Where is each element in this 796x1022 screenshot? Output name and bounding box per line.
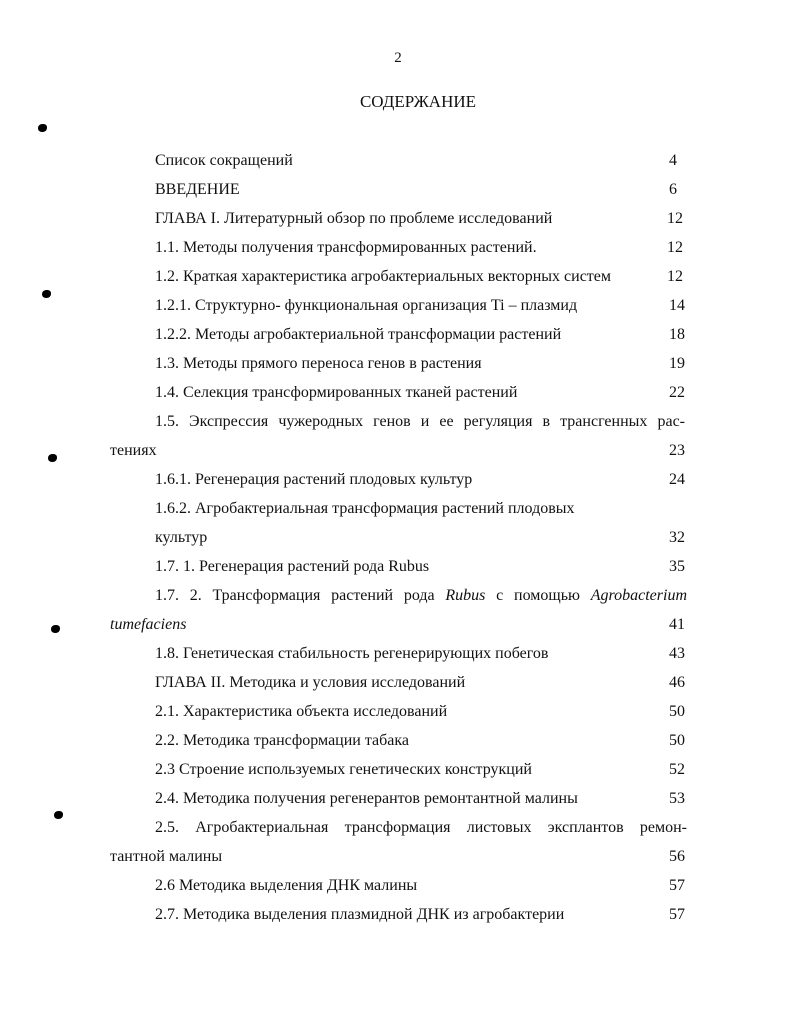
toc-entry [155, 380, 685, 406]
toc-entry [155, 786, 685, 812]
toc-entry-page: 41 [669, 616, 685, 633]
toc-entry-line [155, 496, 655, 522]
toc-entry-title: 1.2.2. Методы агробактериальной трансформации растений [155, 326, 562, 343]
toc-entry [155, 322, 685, 348]
binding-hole-mark [38, 124, 47, 132]
toc-entry [110, 612, 685, 638]
toc-entry-page: 14 [669, 297, 685, 314]
binding-hole-mark [48, 454, 57, 462]
toc-entry-page: 32 [669, 529, 685, 546]
toc-entry [155, 177, 677, 203]
toc-entry-page: 18 [669, 326, 685, 343]
binding-hole-mark [51, 625, 60, 633]
toc-entry [155, 670, 685, 696]
toc-entry-page: 12 [667, 239, 683, 256]
toc-entry-title-continued: тантной малины [110, 848, 223, 865]
toc-entry-page: 46 [669, 674, 685, 691]
toc-entry-title: 1.7. 1. Регенерация растений рода Rubus [155, 558, 430, 575]
page-title: СОДЕРЖАНИЕ [359, 92, 477, 111]
toc-entry-page: 56 [669, 848, 685, 865]
toc-entry-page: 57 [669, 877, 685, 894]
toc-entry-title-continued: культур [155, 529, 208, 546]
binding-hole-mark [54, 811, 63, 819]
toc-entry-title: 2.3 Строение используемых генетических конструкций [155, 761, 532, 778]
toc-entry-title: Список сокращений [155, 152, 293, 169]
toc-entry [155, 264, 683, 290]
toc-entry-page: 22 [669, 384, 685, 401]
toc-entry-page: 52 [669, 761, 685, 778]
toc-entry-page: 50 [669, 732, 685, 749]
toc-entry-page: 24 [669, 471, 685, 488]
toc-entry-line [155, 409, 685, 435]
toc-entry-page: 50 [669, 703, 685, 720]
toc-entry-title-continued: tumefaciens [110, 616, 187, 633]
toc-entry [155, 148, 677, 174]
page-number: 2 [394, 50, 402, 66]
toc-entry-page: 4 [669, 152, 677, 169]
toc-entry [155, 641, 685, 667]
toc-entry-page: 57 [669, 906, 685, 923]
toc-entry-line [155, 815, 687, 841]
toc-entry-title: 1.5. Экспрессия чужеродных генов и ее регуляция в трансгенных рас- [155, 413, 685, 430]
toc-entry-line [155, 583, 687, 609]
toc-entry-title: ВВЕДЕНИЕ [155, 181, 240, 198]
toc-entry-title: 1.3. Методы прямого переноса генов в растения [155, 355, 482, 372]
toc-entry [155, 293, 685, 319]
toc-entry [155, 235, 683, 261]
binding-hole-mark [42, 290, 51, 298]
toc-entry [155, 728, 685, 754]
toc-entry [110, 844, 685, 870]
toc-entry-title: ГЛАВА I. Литературный обзор по проблеме исследований [155, 210, 553, 227]
toc-entry [155, 467, 685, 493]
toc-entry-page: 12 [667, 268, 683, 285]
toc-entry [155, 525, 685, 551]
toc-entry-title: 1.6.2. Агробактериальная трансформация растений плодовых [155, 500, 575, 517]
toc-entry-title: 1.2. Краткая характеристика агробактериальных векторных систем [155, 268, 612, 285]
toc-entry [155, 873, 685, 899]
toc-entry [155, 351, 685, 377]
toc-entry-title: 2.1. Характеристика объекта исследований [155, 703, 448, 720]
toc-entry [155, 757, 685, 783]
toc-entry-title: 2.2. Методика трансформации табака [155, 732, 410, 749]
toc-entry-title: 1.7. 2. Трансформация растений рода Rubus с помощью Agrobacterium [155, 587, 687, 604]
toc-entry-page: 23 [669, 442, 685, 459]
toc-entry-title-continued: тениях [110, 442, 157, 459]
toc-entry-title: 2.7. Методика выделения плазмидной ДНК из агробактерии [155, 906, 565, 923]
toc-entry-title: 1.4. Селекция трансформированных тканей растений [155, 384, 518, 401]
toc-entry [110, 438, 685, 464]
toc-entry-page: 19 [669, 355, 685, 372]
toc-entry-title: 2.6 Методика выделения ДНК малины [155, 877, 418, 894]
toc-entry-title: ГЛАВА II. Методика и условия исследований [155, 674, 466, 691]
toc-entry-title: 2.5. Агробактериальная трансформация листовых эксплантов ремон- [155, 819, 687, 836]
toc-entry-page: 53 [669, 790, 685, 807]
toc-entry-title: 1.1. Методы получения трансформированных растений. [155, 239, 537, 256]
toc-entry [155, 206, 683, 232]
toc-entry-page: 43 [669, 645, 685, 662]
toc-entry-title: 1.6.1. Регенерация растений плодовых культур [155, 471, 473, 488]
toc-entry-page: 35 [669, 558, 685, 575]
toc-entry-page: 6 [669, 181, 677, 198]
toc-entry [155, 699, 685, 725]
toc-entry-page: 12 [667, 210, 683, 227]
toc-entry-title: 2.4. Методика получения регенерантов ремонтантной малины [155, 790, 578, 807]
toc-entry-title: 1.8. Генетическая стабильность регенерирующих побегов [155, 645, 549, 662]
toc-entry-title: 1.2.1. Структурно- функциональная организация Ti – плазмид [155, 297, 578, 314]
toc-entry [155, 554, 685, 580]
toc-entry [155, 902, 685, 928]
